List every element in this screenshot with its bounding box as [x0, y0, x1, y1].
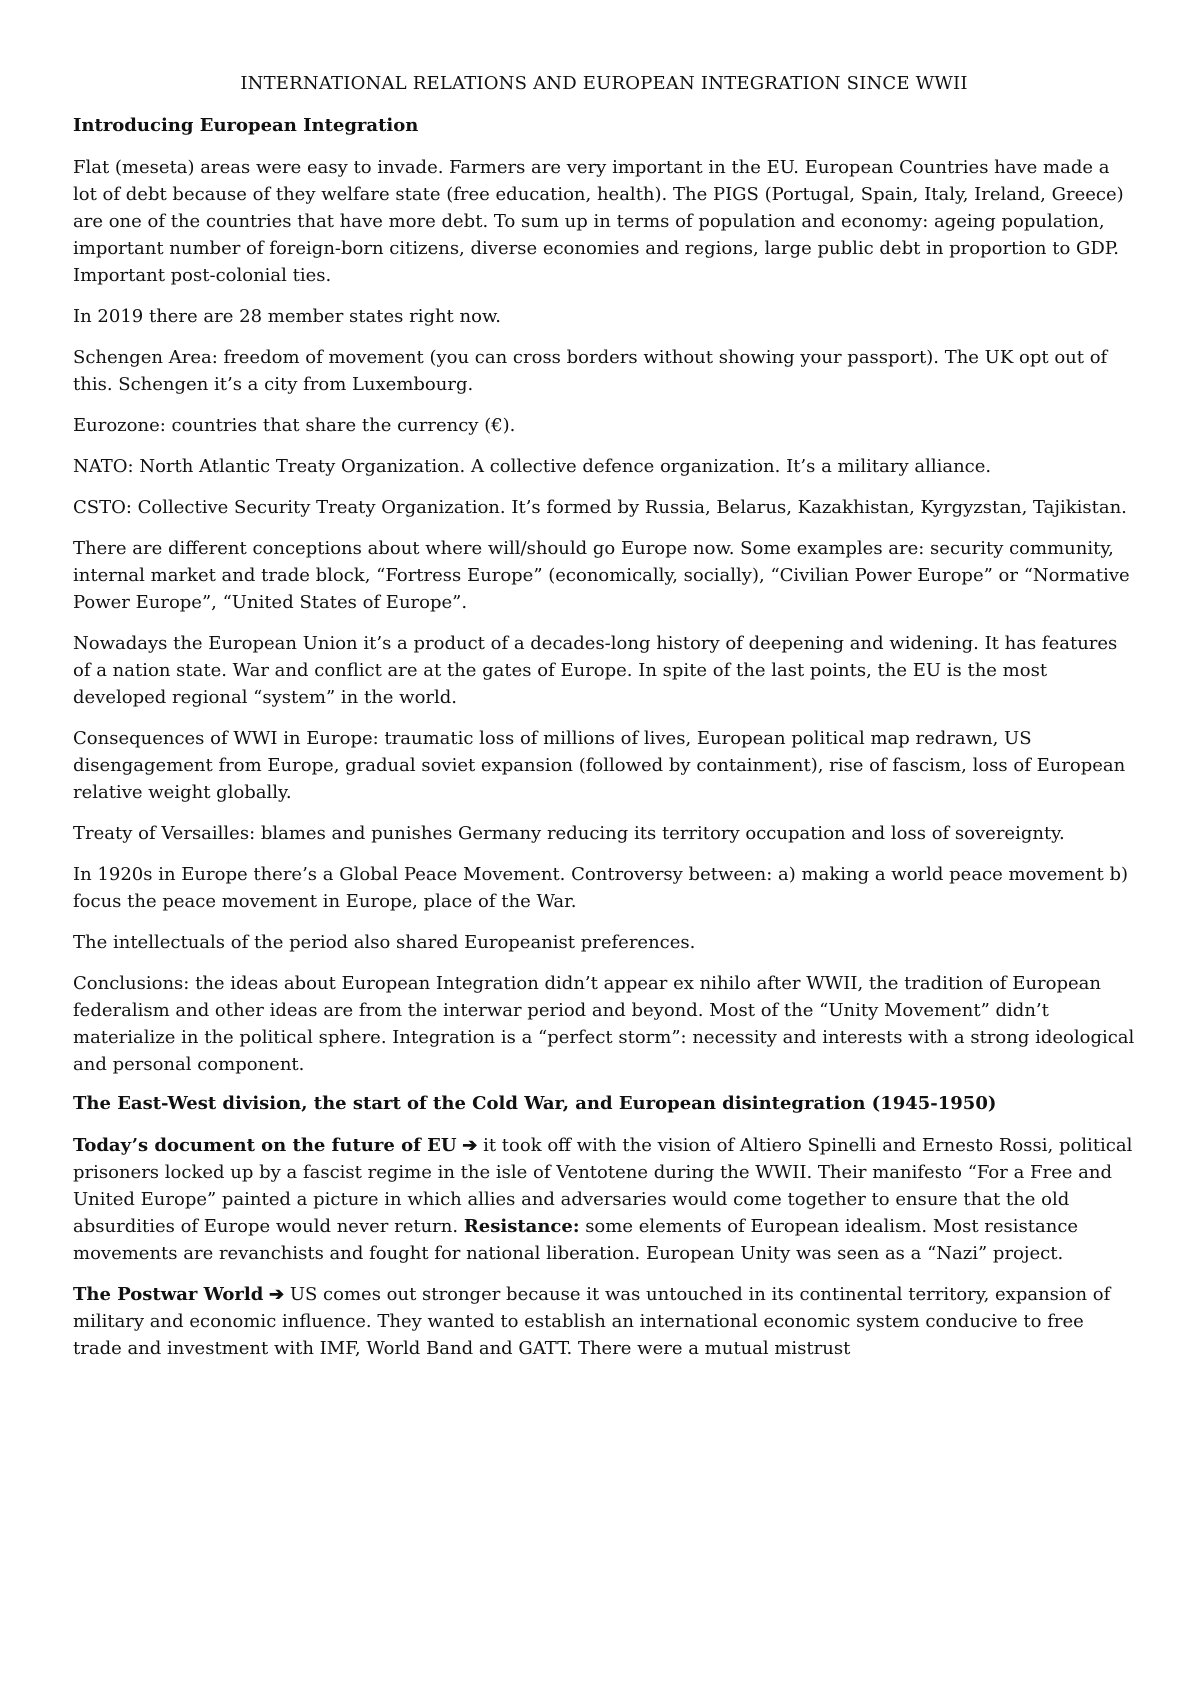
paragraph: In 1920s in Europe there’s a Global Peace Movement. Controversy between: a) making a world peace movement b) focus the peace movement in Europe, place of the War.: [73, 864, 1129, 912]
paragraph: Conclusions: the ideas about European Integration didn’t appear ex nihilo after WWII, the tradition of European federalism and other ideas are from the interwar period and beyond. Most of the “Unity Movement” didn’t materialize in the political sphere. Integration is a “perfect storm”: necessity and interests with a strong ideological and personal component.: [73, 973, 1135, 1075]
section-heading-east-west: The East-West division, the start of the Cold War, and European disintegration (1945-1950): [73, 1093, 997, 1114]
arrow-right-icon: ➔: [269, 1284, 285, 1305]
paragraph: CSTO: Collective Security Treaty Organization. It’s formed by Russia, Belarus, Kazakhistan, Kyrgyzstan, Tajikistan.: [73, 497, 1127, 518]
document-title: INTERNATIONAL RELATIONS AND EUROPEAN INTEGRATION SINCE WWII: [240, 73, 968, 94]
paragraph: Consequences of WWI in Europe: traumatic loss of millions of lives, European political map redrawn, US disengagement from Europe, gradual soviet expansion (followed by containment), rise of fascism, loss of European relative weight globally.: [73, 728, 1126, 803]
paragraph-postwar-world: [73, 1281, 1135, 1362]
paragraph-text: it took off with the vision of Altiero Spinelli and Ernesto Rossi, political prisoners locked up by a fascist regime in the isle of Ventotene during the WWII. Their manifesto “For a Free and United Europe” painted a picture in which allies and adversaries would come together to ensure that the old absurdities of Europe would never return.: [73, 1135, 1133, 1237]
bold-lead: Today’s document on the future of EU: [73, 1135, 457, 1156]
paragraph: NATO: North Atlantic Treaty Organization. A collective defence organization. It’s a military alliance.: [73, 456, 992, 477]
arrow-right-icon: ➔: [462, 1135, 478, 1156]
bold-lead: The Postwar World: [73, 1284, 264, 1305]
paragraph: In 2019 there are 28 member states right now.: [73, 306, 501, 327]
paragraph: Nowadays the European Union it’s a product of a decades-long history of deepening and widening. It has features of a nation state. War and conflict are at the gates of Europe. In spite of the last points, the EU is the most developed regional “system” in the world.: [73, 633, 1118, 708]
document-page: [73, 72, 1135, 1376]
paragraph: Treaty of Versailles: blames and punishes Germany reducing its territory occupation and loss of sovereignty.: [73, 823, 1065, 844]
paragraph: Flat (meseta) areas were easy to invade. Farmers are very important in the EU. European Countries have made a lot of debt because of they welfare state (free education, health). The PIGS (Portugal, Spain, Italy, Ireland, Greece) are one of the countries that have more debt. To sum up in terms of population and economy: ageing population, important number of foreign-born citizens, diverse economies and regions, large public debt in proportion to GDP. Important post-colonial ties.: [73, 157, 1124, 286]
paragraph: There are different conceptions about where will/should go Europe now. Some examples are: security community, internal market and trade block, “Fortress Europe” (economically, socially), “Civilian Power Europe” or “Normative Power Europe”, “United States of Europe”.: [73, 538, 1130, 613]
paragraph-future-of-eu: [73, 1132, 1135, 1267]
paragraph-text: US comes out stronger because it was untouched in its continental territory, expansion of military and economic influence. They wanted to establish an international economic system conducive to free trade and investment with IMF, World Band and GATT. There were a mutual mistrust: [73, 1284, 1111, 1359]
paragraph: The intellectuals of the period also shared Europeanist preferences.: [73, 932, 696, 953]
paragraph: Schengen Area: freedom of movement (you can cross borders without showing your passport). The UK opt out of this. Schengen it’s a city from Luxembourg.: [73, 347, 1108, 395]
bold-term: Resistance:: [463, 1216, 580, 1237]
section-heading-introducing: Introducing European Integration: [73, 115, 419, 136]
paragraph: Eurozone: countries that share the currency (€).: [73, 415, 516, 436]
paragraph-text: some elements of European idealism. Most resistance movements are revanchists and fought for national liberation. European Unity was seen as a “Nazi” project.: [73, 1216, 1079, 1264]
